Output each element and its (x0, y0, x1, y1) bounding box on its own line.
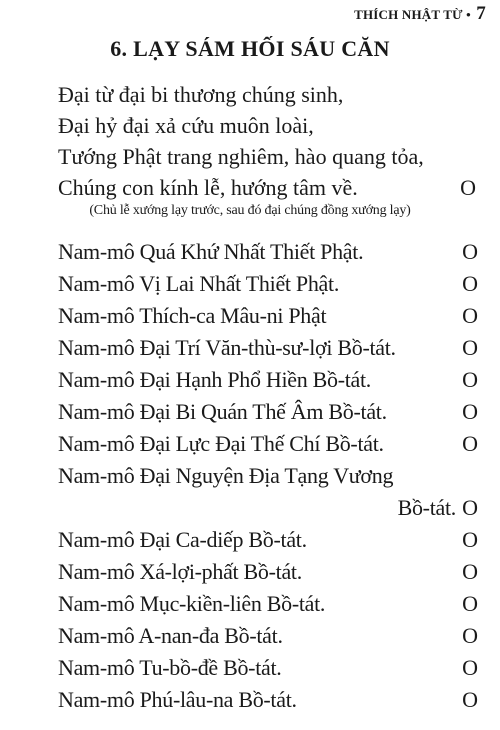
invocation-line (58, 396, 478, 427)
verse-line: Chúng con kính lễ, hướng tâm về. (58, 175, 358, 200)
invocation-text: Nam-mô Đại Ca-diếp Bồ-tát. (58, 527, 307, 552)
invocation-text: Bồ-tát. (397, 495, 456, 520)
invocation-line (58, 620, 478, 651)
bow-mark: O (462, 655, 478, 680)
verse-line: Tướng Phật trang nghiêm, hào quang tỏa, (58, 144, 424, 169)
bow-mark: O (462, 271, 478, 296)
invocation-line (58, 588, 478, 619)
invocation-line (58, 332, 478, 363)
invocation-text: Nam-mô A-nan-đa Bồ-tát. (58, 623, 283, 648)
invocation-text: Nam-mô Phú-lâu-na Bồ-tát. (58, 687, 297, 712)
invocation-text: Nam-mô Đại Hạnh Phổ Hiền Bồ-tát. (58, 367, 372, 392)
invocation-line (58, 556, 478, 587)
bow-mark: O (462, 239, 478, 264)
invocation-text: Nam-mô Tu-bồ-đề Bồ-tát. (58, 655, 282, 680)
invocation-line (58, 300, 478, 331)
invocation-continuation (58, 492, 478, 523)
bow-mark: O (462, 591, 478, 616)
invocation-line (58, 236, 478, 267)
bow-mark: O (462, 367, 478, 392)
invocation-line (58, 364, 478, 395)
bow-mark: O (460, 175, 476, 200)
bow-mark: O (462, 495, 478, 520)
invocation-line (58, 652, 478, 683)
bow-mark: O (462, 303, 478, 328)
invocation-text: Nam-mô Thích-ca Mâu-ni Phật (58, 303, 327, 328)
invocation-line (58, 460, 478, 491)
bow-mark: O (462, 431, 478, 456)
invocation-line (58, 428, 478, 459)
bow-mark: O (462, 559, 478, 584)
verse-line: Đại hỷ đại xả cứu muôn loài, (58, 113, 314, 138)
page-number: 7 (476, 3, 486, 24)
verse-line: Đại từ đại bi thương chúng sinh, (58, 82, 344, 107)
invocation-text: Nam-mô Quá Khứ Nhất Thiết Phật. (58, 239, 364, 264)
bow-mark: O (462, 399, 478, 424)
invocation-text: Nam-mô Xá-lợi-phất Bồ-tát. (58, 559, 302, 584)
running-header (354, 3, 486, 25)
invocation-line (58, 684, 478, 715)
bow-mark: O (462, 687, 478, 712)
running-title: THÍCH NHẬT TỪ • (354, 7, 471, 22)
invocation-text: Nam-mô Đại Bi Quán Thế Âm Bồ-tát. (58, 399, 387, 424)
invocation-line (58, 268, 478, 299)
bow-mark: O (462, 623, 478, 648)
section-title: 6. LẠY SÁM HỐI SÁU CĂN (110, 36, 390, 61)
invocation-text: Nam-mô Vị Lai Nhất Thiết Phật. (58, 271, 340, 296)
instruction-note: (Chủ lễ xướng lạy trước, sau đó đại chúng đồng xướng lạy) (89, 203, 411, 218)
invocation-text: Nam-mô Đại Trí Văn-thù-sư-lợi Bồ-tát. (58, 335, 396, 360)
invocation-text: Nam-mô Đại Lực Đại Thế Chí Bồ-tát. (58, 431, 384, 456)
bow-mark: O (462, 335, 478, 360)
invocation-text: Nam-mô Mục-kiền-liên Bồ-tát. (58, 591, 326, 616)
invocation-line (58, 524, 478, 555)
invocation-text: Nam-mô Đại Nguyện Địa Tạng Vương (58, 463, 394, 488)
bow-mark: O (462, 527, 478, 552)
